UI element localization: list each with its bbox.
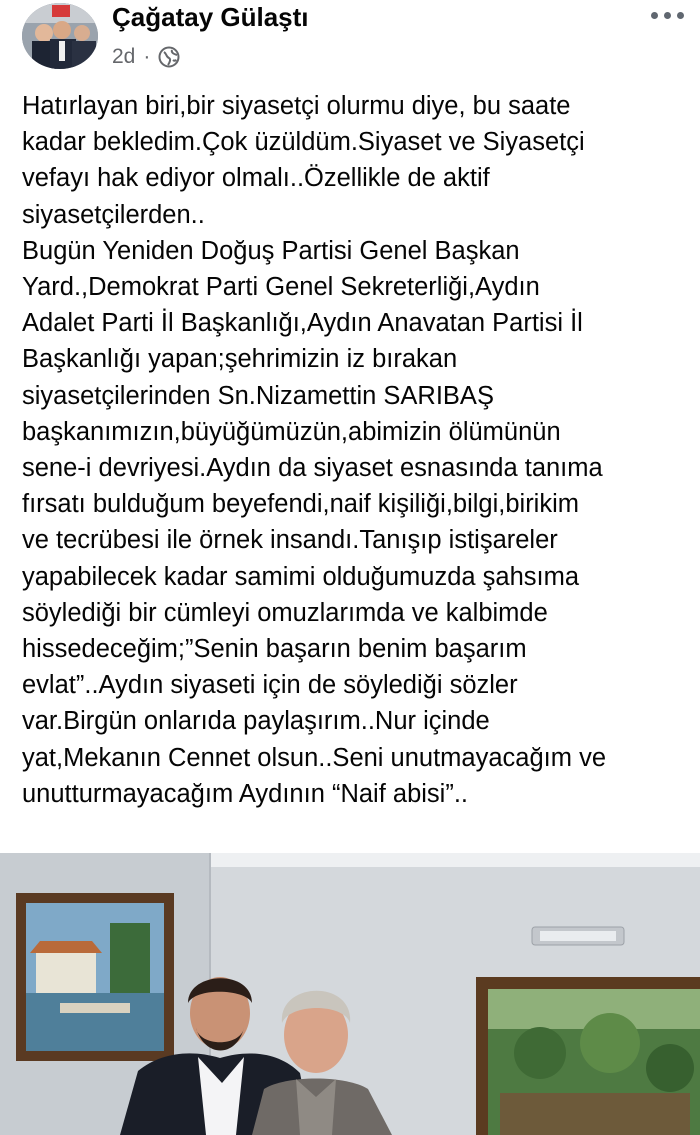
post-text-line: sene-i devriyesi.Aydın da siyaset esnasında tanıma [22,454,603,483]
post-text-line: yat,Mekanın Cennet olsun..Seni unutmayacağım ve [22,743,606,772]
post-text-line: kadar bekledim.Çok üzüldüm.Siyaset ve Siyasetçi [22,128,585,157]
post-text-line: Bugün Yeniden Doğuş Partisi Genel Başkan [22,236,520,265]
post-text-line: var.Birgün onlarıda paylaşırım..Nur içinde [22,707,490,736]
post-meta [112,42,180,72]
globe-icon[interactable] [158,46,180,68]
dot-2 [664,12,671,19]
post-text-line: başkanımızın,büyüğümüzün,abimizin ölümünün [22,417,561,446]
more-options-icon[interactable] [644,4,690,26]
post-text-line: siyasetçilerinden Sn.Nizamettin SARIBAŞ [22,381,494,410]
post-text-line: evlat”..Aydın siyaseti için de söylediği sözler [22,671,518,700]
post-timestamp[interactable]: 2d [112,45,136,68]
post-header [0,0,700,78]
post-text-line: Yard.,Demokrat Parti Genel Sekreterliği,Aydın [22,273,540,302]
author-name[interactable]: Çağatay Gülaştı [112,2,309,32]
dot-3 [677,12,684,19]
post-text-line: Hatırlayan biri,bir siyasetçi olurmu diye, bu saate [22,92,571,120]
post-text-line: Adalet Parti İl Başkanlığı,Aydın Anavatan Partisi İl [22,309,583,338]
post-message [22,88,692,812]
post-text-line: Başkanlığı yapan;şehrimizin iz bırakan [22,345,458,374]
post-text-line: siyasetçilerden.. [22,200,205,229]
post-text-line: yapabilecek kadar samimi olduğumuzda şahsıma [22,562,580,591]
post-text-line: hissedeceğim;”Senin başarın benim başarım [22,635,527,664]
post-text-line: vefayı hak ediyor olmalı..Özellikle de aktif [22,164,490,193]
post-photo[interactable] [0,853,700,1135]
post-text-line: ve tecrübesi ile örnek insandı.Tanışıp istişareler [22,526,558,555]
post-text-line: unutturmayacağım Aydının “Naif abisi”.. [22,779,468,808]
post-text-line: söylediği bir cümleyi omuzlarımda ve kalbimde [22,598,548,627]
author-avatar[interactable] [22,3,98,69]
meta-separator: · [143,45,151,68]
post-text-line: fırsatı bulduğum beyefendi,naif kişiliği,bilgi,birikim [22,490,580,519]
dot-1 [651,12,658,19]
